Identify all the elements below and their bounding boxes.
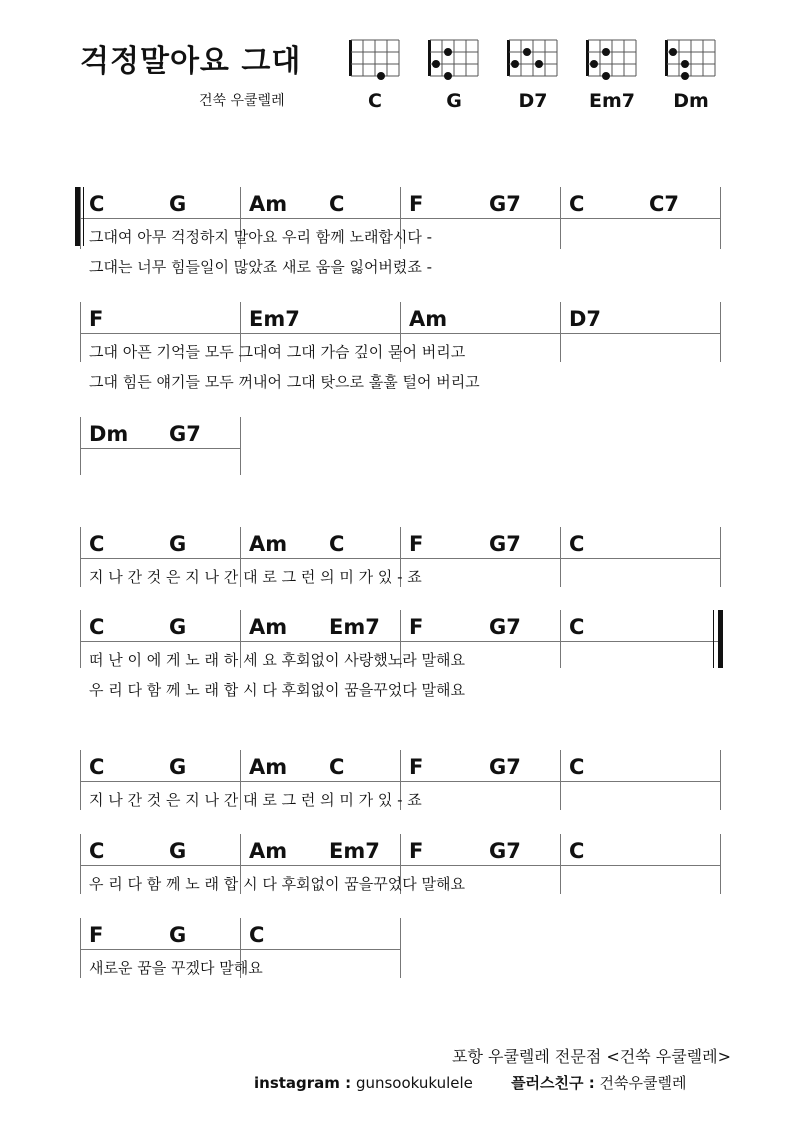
repeat-bar <box>75 187 80 246</box>
chord-symbol: C <box>329 755 345 779</box>
chord-symbol: F <box>409 839 424 863</box>
chord-diagram-label: C <box>368 90 382 112</box>
bar-line <box>80 610 81 668</box>
chord-symbol: G <box>169 839 187 863</box>
chord-symbol: G <box>169 755 187 779</box>
chord-symbol: C <box>249 923 265 947</box>
chord-diagram-label: G <box>446 90 462 112</box>
chord-symbol: Am <box>249 755 288 779</box>
chord-symbol: G7 <box>489 839 521 863</box>
bar-line <box>560 187 561 249</box>
lyric-line: 우 리 다 함 께 노 래 합 시 다 후회없이 꿈을꾸었다 말해요 <box>89 681 465 699</box>
measure-top-line <box>80 448 240 449</box>
chord-symbol: C <box>569 839 585 863</box>
finger-dot <box>681 72 689 80</box>
chord-symbol: Am <box>409 307 448 331</box>
song-title: 걱정말아요 그대 <box>80 44 302 79</box>
lyric-line: 그대는 너무 힘들일이 많았죠 새로 움을 잃어버렸죠 - <box>89 258 433 276</box>
chord-diagram-label: D7 <box>518 90 548 112</box>
lyric-line: 새로운 꿈을 꾸겠다 말해요 <box>89 959 263 977</box>
chord-symbol: C <box>89 839 105 863</box>
chord-diagram-d7 <box>503 36 563 116</box>
chord-symbol: Am <box>249 615 288 639</box>
chord-symbol: Dm <box>89 422 129 446</box>
lyric-line: 그대여 아무 걱정하지 말아요 우리 함께 노래합시다 - <box>89 228 433 246</box>
lyric-line: 우 리 다 함 께 노 래 합 시 다 후회없이 꿈을꾸었다 말해요 <box>89 875 465 893</box>
chord-diagram-g <box>424 36 484 116</box>
chord-symbol: C <box>89 615 105 639</box>
chord-symbol: G <box>169 532 187 556</box>
chord-symbol: G7 <box>489 615 521 639</box>
chord-symbol: Am <box>249 192 288 216</box>
chord-symbol: C <box>329 532 345 556</box>
chord-symbol: G <box>169 615 187 639</box>
chord-symbol: Am <box>249 839 288 863</box>
repeat-bar <box>83 187 84 246</box>
bar-line <box>80 302 81 362</box>
chord-symbol: G7 <box>489 192 521 216</box>
chord-symbol: G <box>169 923 187 947</box>
chord-symbol: D7 <box>569 307 602 331</box>
finger-dot <box>377 72 385 80</box>
finger-dot <box>432 60 440 68</box>
chord-symbol: G7 <box>169 422 201 446</box>
bar-line <box>560 302 561 362</box>
finger-dot <box>511 60 519 68</box>
repeat-bar <box>713 610 714 668</box>
bar-line <box>80 417 81 475</box>
chord-symbol: C <box>569 532 585 556</box>
lyric-line: 그대 아픈 기억들 모두 그대여 그대 가슴 깊이 묻어 버리고 <box>89 343 466 361</box>
chord-diagram-dm <box>661 36 721 116</box>
chord-symbol: C <box>329 192 345 216</box>
chord-symbol: G7 <box>489 755 521 779</box>
chord-symbol: F <box>89 307 104 331</box>
chord-symbol: Em7 <box>329 839 380 863</box>
finger-dot <box>669 48 677 56</box>
chord-symbol: C <box>569 755 585 779</box>
chord-symbol: G7 <box>489 532 521 556</box>
song-subtitle: 건쑥 우쿨렐레 <box>199 93 285 109</box>
plusfriend-label: 플러스친구 : <box>511 1074 595 1092</box>
chord-diagram-em7 <box>582 36 642 116</box>
chord-symbol: C <box>569 192 585 216</box>
lyric-line: 지 나 간 것 은 지 나 간 대 로 그 런 의 미 가 있 - 죠 <box>89 791 422 809</box>
instagram-label: instagram : <box>254 1074 352 1092</box>
chord-symbol: Em7 <box>329 615 380 639</box>
bar-line <box>80 527 81 587</box>
bar-line <box>560 610 561 668</box>
contact-line <box>254 1072 686 1093</box>
lyric-line: 그대 힘든 얘기들 모두 꺼내어 그대 탓으로 훌훌 털어 버리고 <box>89 373 480 391</box>
repeat-bar <box>718 610 723 668</box>
bar-line <box>80 918 81 978</box>
chord-symbol: G <box>169 192 187 216</box>
bar-line <box>240 417 241 475</box>
finger-dot <box>444 72 452 80</box>
chord-diagram-c <box>345 36 405 116</box>
bar-line <box>560 527 561 587</box>
chord-symbol: C <box>569 615 585 639</box>
bar-line <box>80 834 81 894</box>
chord-symbol: F <box>89 923 104 947</box>
plusfriend-name: 건쑥우쿨렐레 <box>599 1074 687 1092</box>
chord-diagram-label: Dm <box>673 90 709 112</box>
chord-symbol: C <box>89 192 105 216</box>
chord-symbol: F <box>409 532 424 556</box>
chord-diagram-label: Em7 <box>589 90 635 112</box>
chord-symbol: C <box>89 755 105 779</box>
chord-symbol: F <box>409 755 424 779</box>
bar-line <box>560 834 561 894</box>
bar-line <box>80 750 81 810</box>
chord-symbol: F <box>409 615 424 639</box>
finger-dot <box>590 60 598 68</box>
shop-name: 포항 우쿨렐레 전문점 <건쑥 우쿨렐레> <box>452 1047 731 1066</box>
chord-symbol: F <box>409 192 424 216</box>
finger-dot <box>681 60 689 68</box>
bar-line <box>720 302 721 362</box>
bar-line <box>400 918 401 978</box>
finger-dot <box>523 48 531 56</box>
bar-line <box>720 750 721 810</box>
chord-symbol: C <box>89 532 105 556</box>
finger-dot <box>602 48 610 56</box>
lyric-line: 지 나 간 것 은 지 나 간 대 로 그 런 의 미 가 있 - 죠 <box>89 568 422 586</box>
lyric-line: 떠 난 이 에 게 노 래 하 세 요 후회없이 사랑했노라 말해요 <box>89 651 465 669</box>
bar-line <box>80 187 81 249</box>
chord-symbol: C7 <box>649 192 680 216</box>
finger-dot <box>602 72 610 80</box>
chord-symbol: Am <box>249 532 288 556</box>
bar-line <box>720 834 721 894</box>
bar-line <box>560 750 561 810</box>
finger-dot <box>444 48 452 56</box>
finger-dot <box>535 60 543 68</box>
chord-symbol: Em7 <box>249 307 300 331</box>
bar-line <box>720 187 721 249</box>
bar-line <box>720 527 721 587</box>
instagram-handle: gunsookukulele <box>355 1074 473 1092</box>
